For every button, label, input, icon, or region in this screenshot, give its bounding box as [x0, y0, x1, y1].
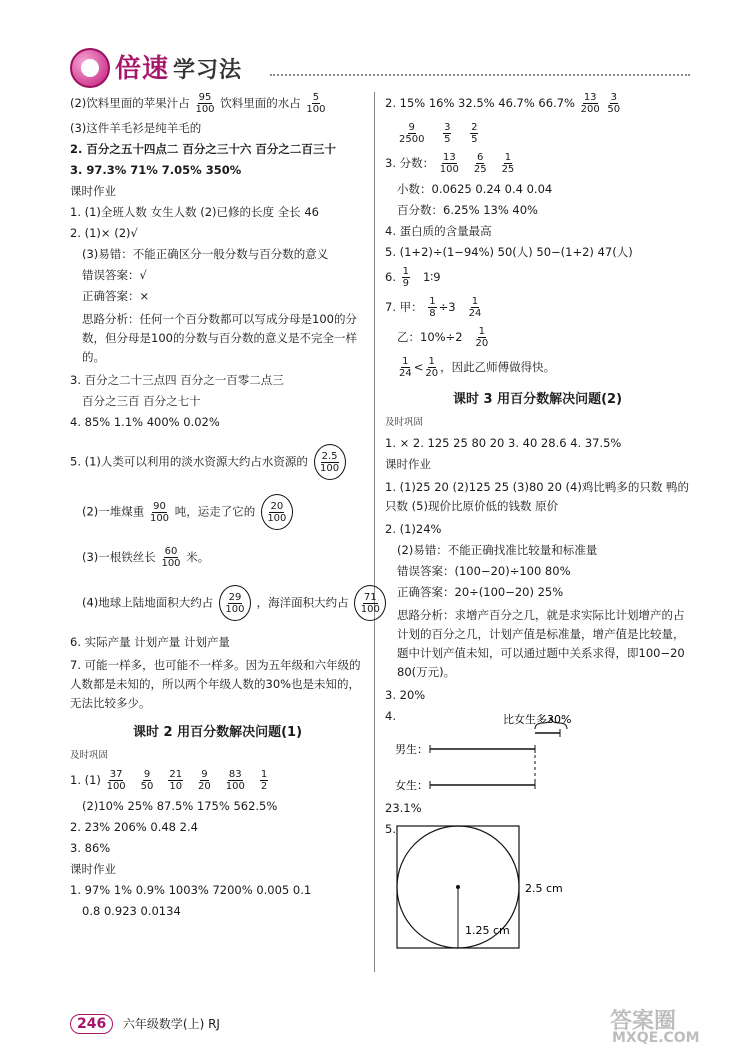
answer-line: 小数：0.0625 0.24 0.4 0.04 — [397, 182, 553, 196]
fraction: $\frac{9}{2500}$ — [399, 122, 425, 145]
fraction: $\frac{1}{24}$ — [468, 296, 482, 319]
answer-line: 1. 97% 1% 0.9% 1003% 7200% 0.005 0.1 — [70, 883, 312, 897]
watermark-url: MXQE.COM — [612, 1030, 700, 1046]
circle-svg — [385, 822, 685, 962]
answer-line: 6. $\frac{1}{9}$ 1∶9 — [385, 266, 441, 289]
footer-text: 六年级数学(上) RJ — [122, 1017, 220, 1031]
answer-line: (4)地球上陆地面积大约占 $\frac{29}{100}$ ，海洋面积大约占 $\frac{71}{100}$ — [70, 585, 365, 621]
answer-line: 百分数：6.25% 13% 40% — [397, 203, 538, 217]
fraction: $\frac{1}{20}$ — [425, 356, 439, 379]
analysis-text: 思路分析：任何一个百分数都可以写成分母是100的分数，但分母是100的分数与百分数的意义是不完全一样的。 — [82, 312, 357, 364]
right-column — [385, 92, 690, 962]
answer-line: 正确答案：20÷(100−20) 25% — [397, 585, 564, 599]
answer-line: (2)易错：不能正确找准比较量和标准量 — [397, 543, 598, 557]
page-header — [60, 40, 700, 90]
answer-line: 2. 15% 16% 32.5% 46.7% 66.7% $\frac{13}{200}$ $\frac{3}{50}$ — [385, 92, 621, 115]
answer-line: 1. × 2. 125 25 80 20 3. 40 28.6 4. 37.5% — [385, 436, 622, 450]
fraction: $\frac{13}{200}$ — [580, 92, 600, 115]
answer-line: 3. 86% — [70, 841, 111, 855]
girls-label: 女生： — [395, 779, 428, 792]
section-label: 课时作业 — [70, 184, 116, 198]
fraction: $\frac{95}{100}$ — [195, 92, 215, 115]
section-label: 及时巩固 — [385, 417, 424, 428]
circled-answer: $\frac{29}{100}$ — [219, 585, 251, 621]
answer-line: 1. (1)25 20 (2)125 25 (3)80 20 (4)鸡比鸭多的只数 鸭的只数 (5)现价比原价低的钱数 原价 — [385, 480, 689, 513]
segment-diagram: 4. 比女生多30% 男生： 女生： — [385, 709, 690, 801]
fraction: $\frac{5}{100}$ — [306, 92, 326, 115]
answer-line: 3. 百分之二十三点四 百分之一百零二点三 — [70, 373, 284, 387]
circle-diagram: 5. 1.25 cm 2.5 cm — [385, 822, 690, 962]
header-dotted-rule — [270, 74, 690, 76]
answer-line: 23.1% — [385, 801, 422, 815]
side-length-label: 2.5 cm — [525, 882, 563, 895]
column-divider — [374, 92, 375, 972]
brand-logo-icon — [70, 48, 110, 88]
section-label: 课时作业 — [385, 457, 431, 471]
fraction: $\frac{9}{20}$ — [198, 769, 211, 792]
fraction: $\frac{21}{10}$ — [169, 769, 183, 792]
answer-line: 6. 实际产量 计划产量 计划产量 — [70, 635, 230, 649]
radius-label: 1.25 cm — [465, 924, 510, 937]
fraction: $\frac{1}{24}$ — [399, 356, 412, 379]
bar-diagram-svg — [385, 709, 685, 801]
answer-line: 3. 20% — [385, 688, 426, 702]
answer-line: 乙：10%÷2 $\frac{1}{20}$ — [397, 326, 489, 349]
answer-line — [385, 122, 690, 146]
lesson-title: 课时 3 用百分数解决问题(2) — [452, 392, 623, 407]
section-label: 课时作业 — [70, 862, 116, 876]
fraction: $\frac{90}{100}$ — [149, 500, 170, 524]
section-label: 及时巩固 — [70, 750, 109, 761]
page-footer — [70, 1014, 220, 1034]
answer-line: 错误答案：(100−20)÷100 80% — [397, 564, 571, 578]
answer-line: 2. 百分之五十四点二 百分之三十六 百分之二百三十 — [70, 142, 336, 156]
circled-answer: $\frac{71}{100}$ — [354, 585, 386, 621]
answer-line: 7. 可能一样多，也可能不一样多。因为五年级和六年级的人数都是未知的，所以两个年级人数的30%也是未知的，无法比较多少。 — [70, 658, 361, 710]
fraction: $\frac{83}{100}$ — [225, 769, 245, 792]
fraction: $\frac{2}{5}$ — [471, 122, 478, 145]
fraction: $\frac{6}{25}$ — [473, 152, 487, 175]
answer-line: (2)一堆煤重 $\frac{90}{100}$ 吨，运走了它的 $\frac{20}{100}$ — [70, 494, 365, 530]
answer-line: 错误答案：√ — [82, 268, 147, 282]
answer-line: 3. 分数： $\frac{13}{100}$ $\frac{6}{25}$ $\frac{1}{25}$ — [385, 152, 515, 175]
fraction: $\frac{9}{50}$ — [140, 769, 154, 792]
answer-line: 0.8 0.923 0.0134 — [82, 904, 181, 918]
answer-line: 2. (1)× (2)√ — [70, 226, 138, 240]
fraction: $\frac{1}{25}$ — [501, 152, 515, 175]
answer-line: (3)易错：不能正确区分一般分数与百分数的意义 — [82, 247, 329, 261]
answer-line: (3)一根铁丝长 $\frac{60}{100}$ 米。 — [82, 546, 210, 569]
answer-line: 1. (1) $\frac{37}{100}$ $\frac{9}{50}$ $\frac{21}{10}$ $\frac{9}{20}$ $\frac{83}{100}$ $\frac{1}{2}$ — [70, 769, 268, 792]
answer-line: (2)饮料里面的苹果汁占 $\frac{95}{100}$ 饮料里面的水占 $\frac{5}{100}$ — [70, 92, 326, 115]
answer-line: 5. (1)人类可以利用的淡水资源大约占水资源的 $\frac{2.5}{100}$ — [70, 444, 365, 480]
boys-label: 男生： — [395, 743, 428, 756]
circled-answer: $\frac{20}{100}$ — [261, 494, 293, 530]
fraction: $\frac{3}{50}$ — [607, 92, 621, 115]
answer-line: 2. 23% 206% 0.48 2.4 — [70, 820, 198, 834]
fraction: $\frac{1}{20}$ — [475, 326, 489, 349]
answer-line: 2. (1)24% — [385, 522, 442, 536]
lesson-title: 课时 2 用百分数解决问题(1) — [132, 725, 303, 740]
circled-answer: $\frac{2.5}{100}$ — [314, 444, 346, 480]
left-column — [70, 92, 380, 925]
fraction: $\frac{37}{100}$ — [106, 769, 126, 792]
brand-title: 倍速 学习法 — [115, 54, 243, 84]
answer-line: 5. (1+2)÷(1−94%) 50(人) 50−(1+2) 47(人) — [385, 245, 633, 259]
answer-line: $\frac{1}{24}$ < $\frac{1}{20}$ ，因此乙师傅做得快。 — [399, 356, 556, 379]
analysis-text: 思路分析：求增产百分之几，就是求实际比计划增产的占计划的百分之几，计划产值是标准量，增产值是比较量，题中计划产值未知，可以通过题中关系求得，即100−20 80(万元)。 — [397, 608, 685, 679]
answer-line: 7. 甲： $\frac{1}{8}$ ÷3 $\frac{1}{24}$ — [385, 296, 482, 319]
fraction: $\frac{1}{9}$ — [402, 266, 410, 289]
fraction: $\frac{3}{5}$ — [444, 122, 451, 145]
watermark: 答案圈 — [610, 1009, 677, 1034]
fraction: $\frac{1}{2}$ — [260, 769, 268, 792]
answer-line: (2)10% 25% 87.5% 175% 562.5% — [82, 799, 278, 813]
answer-line: 正确答案：× — [82, 289, 150, 303]
answer-line: 4. 蛋白质的含量最高 — [385, 224, 492, 238]
fraction: $\frac{13}{100}$ — [439, 152, 459, 175]
fraction: $\frac{1}{8}$ — [429, 296, 436, 319]
answer-line: 3. 97.3% 71% 7.05% 350% — [70, 163, 242, 177]
page-number: 246 — [70, 1014, 113, 1034]
answer-line: 1. (1)全班人数 女生人数 (2)已修的长度 全长 46 — [70, 205, 319, 219]
answer-line: (3)这件羊毛衫是纯羊毛的 — [70, 121, 202, 135]
fraction: $\frac{60}{100}$ — [161, 546, 181, 569]
bar-diff-label: 比女生多30% — [503, 713, 572, 726]
answer-line: 4. 85% 1.1% 400% 0.02% — [70, 415, 220, 429]
answer-line: 百分之三百 百分之七十 — [82, 394, 201, 408]
